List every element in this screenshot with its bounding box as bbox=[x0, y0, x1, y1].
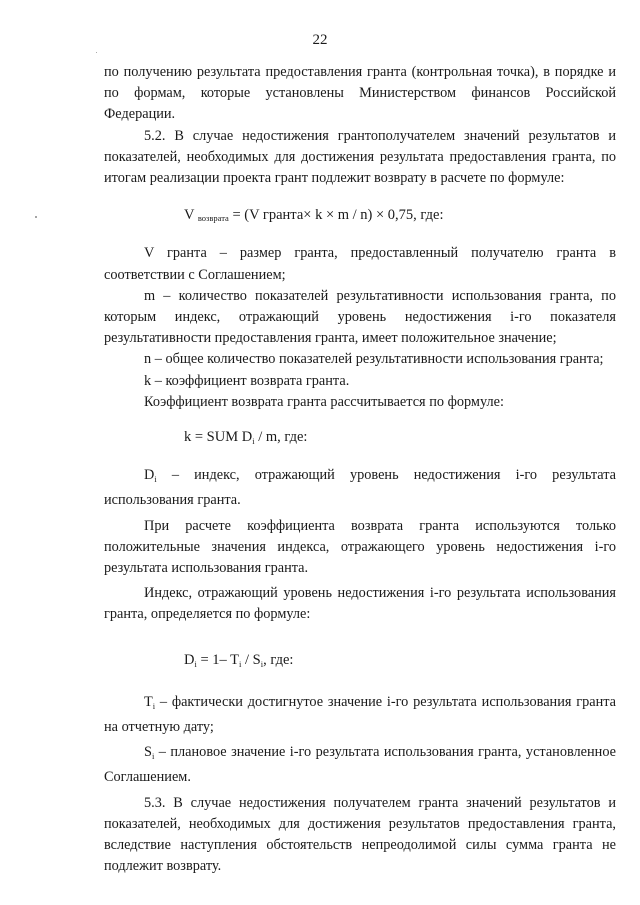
formula-text: / m, где: bbox=[254, 429, 308, 446]
formula-symbol: D bbox=[184, 651, 195, 668]
paragraph: 5.3. В случае недостижения получателем гранта значений результатов и показателей, необходимых для достижения результатов предоставления гранта, вследствие наступления обстоятельств непреодолимой силы сумма гранта не подлежит возврату. bbox=[104, 794, 616, 875]
paragraph-text: – фактически достигнутое значение i-го результата использования гранта на отчетную дату; bbox=[104, 693, 616, 736]
formula-symbol: T bbox=[144, 693, 153, 710]
formula-subscript: i bbox=[252, 436, 255, 447]
paragraph: k – коэффициент возврата гранта. bbox=[144, 372, 350, 389]
formula-text: = 1– T bbox=[196, 651, 240, 668]
paragraph: 5.2. В случае недостижения грантополучателем значений результатов и показателей, необходимых для достижения результата предоставления гранта, по итогам реализации проекта грант подлежит возврату в расчете по формуле: bbox=[104, 127, 616, 187]
formula-symbol: V bbox=[184, 207, 195, 224]
document-body bbox=[104, 62, 616, 878]
paragraph bbox=[104, 692, 616, 738]
formula-text: / S bbox=[241, 651, 261, 668]
formula-subscript: i bbox=[152, 700, 156, 711]
paragraph: n – общее количество показателей результативности использования гранта; bbox=[144, 351, 604, 368]
paragraph bbox=[104, 465, 616, 511]
formula-symbol: D bbox=[144, 467, 155, 484]
formula-text: , где: bbox=[263, 651, 294, 668]
page-number: 22 bbox=[312, 32, 328, 48]
formula-symbol: S bbox=[144, 744, 152, 761]
scan-speck bbox=[35, 216, 37, 218]
paragraph-text: – плановое значение i-го результата использования гранта, установленное Соглашением. bbox=[104, 744, 616, 786]
formula-subscript: i bbox=[154, 474, 157, 485]
formula-return-amount bbox=[104, 205, 616, 229]
formula-index bbox=[104, 650, 616, 675]
paragraph: Индекс, отражающий уровень недостижения i-го результата использования гранта, определяется по формуле: bbox=[104, 585, 616, 623]
paragraph: V гранта – размер гранта, предоставленный получателю гранта в соответствии с Соглашением; bbox=[104, 245, 616, 283]
formula-subscript: i bbox=[239, 658, 242, 669]
formula-subscript: i bbox=[151, 751, 155, 762]
paragraph bbox=[104, 742, 616, 788]
paragraph: Коэффициент возврата гранта рассчитывается по формуле: bbox=[144, 393, 504, 410]
paragraph: m – количество показателей результативности использования гранта, по которым индекс, отражающий уровень недостижения i-го показателя результативности предоставления гранта, имеет положительное значение; bbox=[104, 287, 616, 347]
formula-text: k = SUM D bbox=[184, 429, 253, 446]
formula-subscript: i bbox=[260, 658, 264, 669]
paragraph: по получению результата предоставления гранта (контрольная точка), в порядке и по формам, которые установлены Министерством финансов Российской Федерации. bbox=[104, 64, 616, 123]
paragraph: При расчете коэффициента возврата гранта используются только положительные значения индекса, отражающего уровень недостижения i-го результата использования гранта. bbox=[104, 517, 616, 577]
paragraph-text: – индекс, отражающий уровень недостижения i-го результата использования гранта. bbox=[104, 467, 616, 509]
formula-subscript: возврата bbox=[197, 213, 229, 224]
formula-subscript: i bbox=[194, 658, 197, 669]
scan-speck bbox=[96, 52, 97, 53]
formula-text: = (V гранта× k × m / n) × 0,75, где: bbox=[228, 207, 444, 224]
formula-return-coefficient bbox=[104, 427, 616, 452]
